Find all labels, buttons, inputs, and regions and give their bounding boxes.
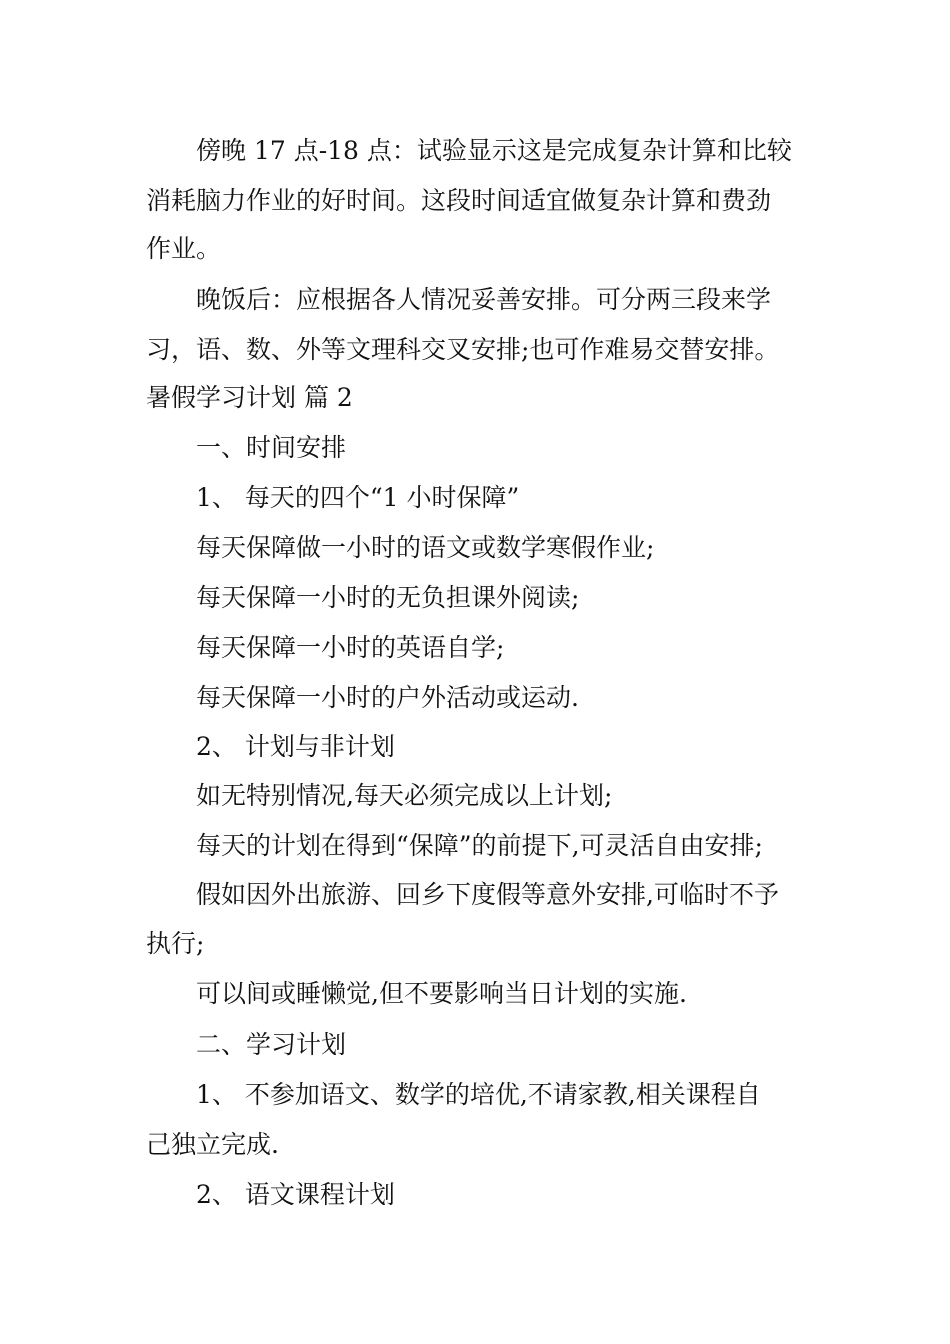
list-item-outdoor: 每天保障一小时的户外活动或运动. xyxy=(196,683,579,712)
list-item-homework: 每天保障做一小时的语文或数学寒假作业; xyxy=(196,533,655,562)
list-item-exception-line-2: 执行; xyxy=(146,929,205,958)
subheading-plan-nonplan: 2、 计划与非计划 xyxy=(196,732,395,761)
list-item-english: 每天保障一小时的英语自学; xyxy=(196,633,505,662)
list-item-sleep-in: 可以间或睡懒觉,但不要影响当日计划的实施. xyxy=(196,979,687,1008)
heading-time-arrangement: 一、时间安排 xyxy=(196,433,347,462)
list-item-reading: 每天保障一小时的无负担课外阅读; xyxy=(196,583,580,612)
subheading-no-tutoring-line-2: 己独立完成. xyxy=(146,1130,279,1159)
subheading-four-hours: 1、 每天的四个“1 小时保障” xyxy=(196,483,520,512)
paragraph-after-dinner-line-1: 晚饭后：应根据各人情况妥善安排。可分两三段来学 xyxy=(196,285,772,314)
subheading-no-tutoring-line-1: 1、 不参加语文、数学的培优,不请家教,相关课程自 xyxy=(196,1080,761,1109)
heading-study-plan: 二、学习计划 xyxy=(196,1030,347,1059)
subheading-chinese-course: 2、 语文课程计划 xyxy=(196,1180,395,1209)
list-item-exception-line-1: 假如因外出旅游、回乡下度假等意外安排,可临时不予 xyxy=(196,880,779,909)
paragraph-evening-line-2: 消耗脑力作业的好时间。这段时间适宜做复杂计算和费劲 xyxy=(146,186,772,215)
section-title: 暑假学习计划 篇 2 xyxy=(146,383,353,412)
paragraph-evening-line-3: 作业。 xyxy=(146,234,222,263)
list-item-flexible: 每天的计划在得到“保障”的前提下,可灵活自由安排; xyxy=(196,831,763,860)
paragraph-evening-line-1: 傍晚 17 点-18 点：试验显示这是完成复杂计算和比较 xyxy=(196,136,792,165)
list-item-must-complete: 如无特别情况,每天必须完成以上计划; xyxy=(196,781,613,810)
paragraph-after-dinner-line-2: 习，语、数、外等文理科交叉安排;也可作难易交替安排。 xyxy=(146,335,780,364)
